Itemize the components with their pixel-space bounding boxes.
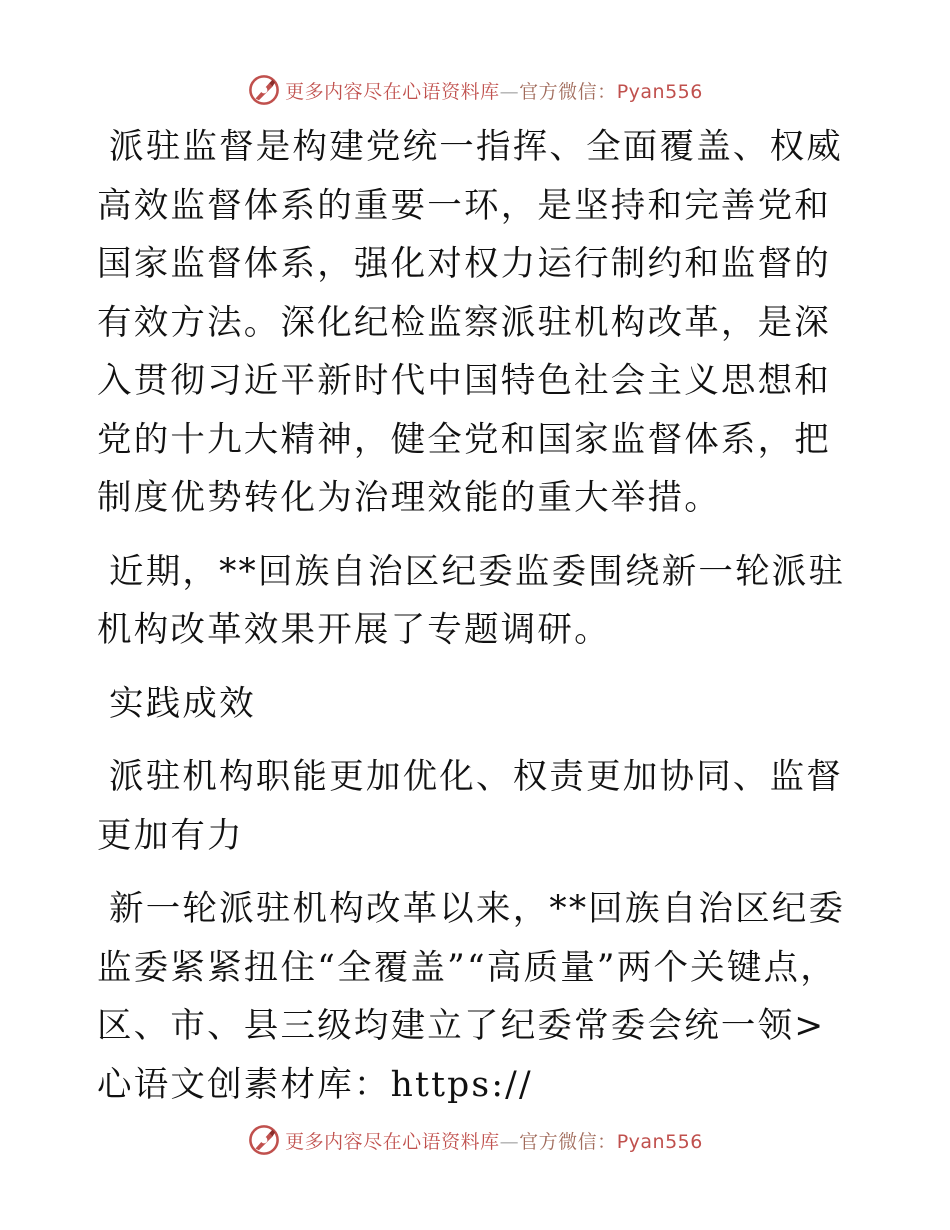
banner-dash: —: [499, 1130, 520, 1153]
pen-logo-icon: [247, 1123, 281, 1157]
footer-watermark-banner: [0, 1120, 950, 1160]
paragraph-research: 近期，**回族自治区纪委监委围绕新一轮派驻机构改革效果开展了专题调研。: [97, 551, 846, 650]
paragraph-reform: 新一轮派驻机构改革以来，**回族自治区纪委监委紧紧扭住“全覆盖”“高质量”两个关键点，区、市、县三级均建立了纪委常委会统一领>心语文创素材库：https://: [97, 889, 846, 1105]
banner-official-label: 官方微信：: [519, 80, 617, 103]
banner-main-text: 更多内容尽在心语资料库: [285, 80, 500, 103]
section-heading-practice-results: 实践成效: [109, 683, 256, 724]
banner-dash: —: [499, 80, 520, 103]
header-watermark-banner: [0, 70, 950, 110]
pen-logo-icon: [247, 73, 281, 107]
paragraph-intro: 派驻监督是构建党统一指挥、全面覆盖、权威高效监督体系的重要一环，是坚持和完善党和国家监督体系，强化对权力运行制约和监督的有效方法。深化纪检监察派驻机构改革，是深入贯彻习近平新时代中国特色社会主义思想和党的十九大精神，健全党和国家监督体系，把制度优势转化为治理效能的重大举措。: [97, 127, 843, 518]
banner-text: [285, 77, 703, 104]
banner-official-label: 官方微信：: [519, 1130, 617, 1153]
banner-text: [285, 1127, 703, 1154]
document-body: [97, 118, 857, 1129]
banner-main-text: 更多内容尽在心语资料库: [285, 1130, 500, 1153]
banner-wechat-id: Pyan556: [616, 1130, 703, 1153]
banner-wechat-id: Pyan556: [616, 80, 703, 103]
subheading-functions: 派驻机构职能更加优化、权责更加协同、监督更加有力: [97, 757, 843, 856]
